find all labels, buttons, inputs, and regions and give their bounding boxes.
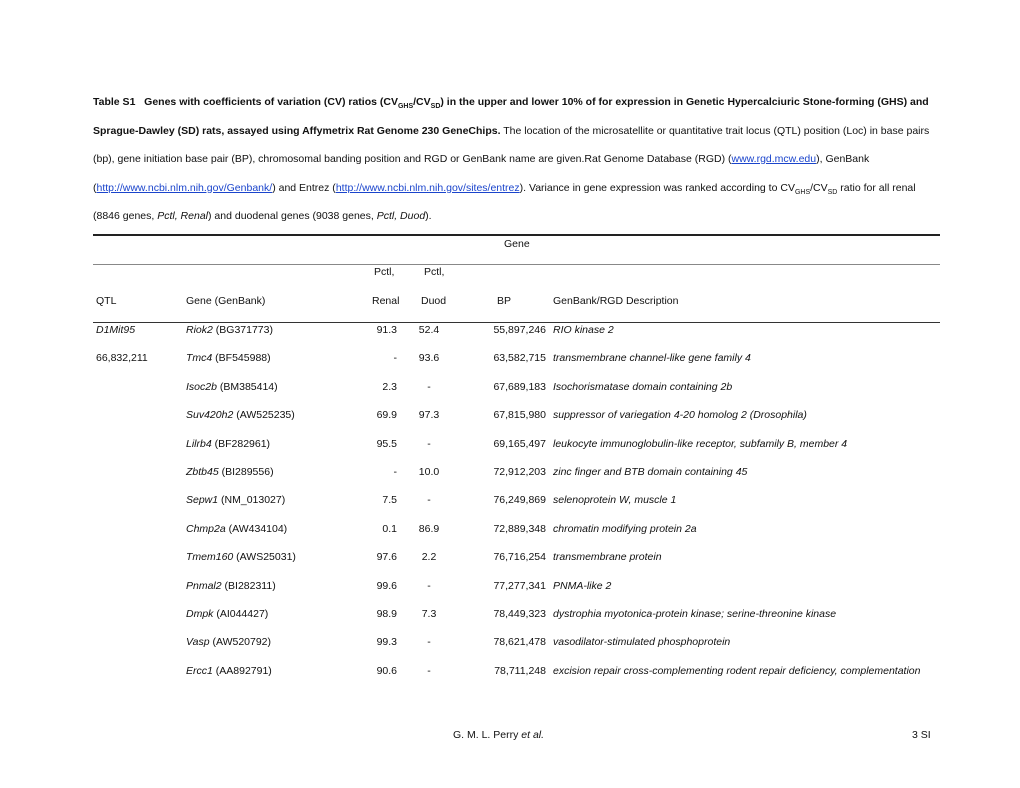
cell-renal-pctl: 95.5: [376, 437, 397, 450]
cell-duod-pctl: 7.3: [421, 608, 437, 620]
caption-italic: Pctl, Renal: [157, 210, 208, 222]
caption-title-part: Genes with coefficients of variation (CV) ratios (CV: [144, 96, 398, 108]
cell-gene: [186, 665, 272, 677]
cell-renal-pctl: 2.3: [382, 380, 397, 393]
cell-description: PNMA-like 2: [553, 579, 612, 592]
cell-renal-pctl: 97.6: [376, 551, 397, 564]
gene-symbol: Chmp2a: [186, 522, 226, 535]
cell-duod-pctl: 10.0: [418, 466, 440, 478]
header-qtl: QTL: [96, 295, 117, 307]
cell-qtl: 66,832,211: [96, 352, 148, 365]
cell-renal-pctl: 91.3: [376, 324, 397, 336]
genbank-accession: (AW525235): [233, 409, 295, 422]
page-number: 3 SI: [912, 729, 931, 741]
header-pctl-duod: Pctl,: [424, 266, 445, 278]
genbank-accession: (BG371773): [212, 324, 273, 336]
footer-authors: [453, 729, 544, 741]
cell-duod-pctl: 2.2: [421, 551, 437, 564]
cell-bp: 76,249,869: [493, 494, 546, 507]
genbank-accession: (NM_013027): [218, 494, 286, 507]
gene-symbol: Zbtb45: [186, 466, 219, 478]
caption-text: ratio for all renal (8846 genes,: [93, 181, 916, 222]
cell-bp: 63,582,715: [493, 352, 546, 365]
cell-gene: [186, 608, 268, 620]
gene-symbol: Riok2: [186, 324, 213, 336]
genbank-accession: (BF545988): [212, 352, 271, 365]
cell-bp: 77,277,341: [493, 579, 546, 592]
header-bottom-rule: [93, 322, 940, 323]
cell-description: transmembrane channel-like gene family 4: [553, 352, 751, 365]
cell-description: dystrophia myotonica-protein kinase; serine-threonine kinase: [553, 608, 837, 620]
cell-duod-pctl: -: [427, 579, 431, 592]
genbank-link[interactable]: http://www.ncbi.nlm.nih.gov/Genbank/: [96, 181, 273, 194]
gene-symbol: Tmc4: [186, 352, 213, 365]
genbank-accession: (BM385414): [216, 380, 278, 393]
cell-description: suppressor of variegation 4-20 homolog 2 (Drosophila): [553, 409, 807, 422]
caption-text: ) and Entrez (: [272, 181, 336, 194]
cell-bp: 69,165,497: [493, 437, 546, 450]
caption-text: ).: [425, 210, 432, 222]
cell-bp: 72,889,348: [493, 522, 546, 535]
cell-gene: [186, 438, 270, 450]
caption-text: ). Variance in gene expression was ranked according to CV: [519, 181, 795, 194]
cell-bp: 78,449,323: [493, 608, 546, 620]
header-divider: [93, 264, 940, 265]
gene-symbol: Ercc1: [186, 664, 213, 677]
cell-description: excision repair cross-complementing rodent repair deficiency, complementation: [553, 664, 921, 677]
cell-gene: [186, 352, 271, 364]
genbank-accession: (AA892791): [212, 664, 272, 677]
cell-description: chromatin modifying protein 2a: [553, 522, 697, 535]
cell-description: zinc finger and BTB domain containing 45: [553, 466, 748, 478]
cell-gene: [186, 494, 285, 506]
caption-label: Table S1: [93, 96, 136, 108]
subscript: SD: [430, 103, 441, 111]
caption-text: /CV: [810, 181, 828, 194]
cell-duod-pctl: -: [427, 437, 431, 450]
cell-duod-pctl: 97.3: [418, 409, 440, 422]
cell-duod-pctl: 93.6: [418, 352, 440, 365]
entrez-link[interactable]: http://www.ncbi.nlm.nih.gov/sites/entrez: [335, 181, 520, 194]
cell-gene: [186, 523, 287, 535]
genbank-accession: (BI282311): [221, 579, 276, 592]
cell-bp: 78,711,248: [494, 664, 546, 677]
genbank-accession: (AW434104): [225, 522, 288, 535]
cell-duod-pctl: 86.9: [418, 522, 440, 535]
cell-description: selenoprotein W, muscle 1: [553, 494, 677, 507]
cell-duod-pctl: -: [427, 664, 431, 677]
cell-bp: 78,621,478: [493, 636, 546, 649]
genbank-accession: (BI289556): [218, 466, 274, 478]
cell-renal-pctl: -: [393, 352, 397, 365]
cell-renal-pctl: 7.5: [382, 494, 397, 507]
cell-duod-pctl: 52.4: [418, 324, 440, 336]
cell-renal-pctl: 0.1: [382, 522, 397, 535]
cell-duod-pctl: -: [427, 494, 431, 507]
cell-bp: 72,912,203: [493, 466, 546, 478]
gene-symbol: Tmem160: [186, 551, 234, 564]
caption-title-part: ) in the upper and lower 10% of for expression in Genetic Hypercalciuric Stone-forming (GHS) and Sprague-Dawley (SD) rats, assayed using Affymetrix Rat Genome 230 GeneChips.: [93, 96, 929, 137]
genbank-accession: (AI044427): [213, 608, 269, 620]
caption-text: The location of the microsatellite or quantitative trait locus (QTL) position (Loc) in base pairs (bp), gene initiation base pair (BP), chromosomal banding position and RGD or GenBank name are given.Rat Genome Database (RGD) (: [93, 124, 930, 165]
cell-gene: [186, 551, 296, 563]
subscript: SD: [827, 188, 838, 196]
subscript: GHS: [794, 188, 811, 196]
header-duod: Duod: [421, 295, 447, 307]
gene-symbol: Sepw1: [186, 494, 219, 507]
rgd-link[interactable]: www.rgd.mcw.edu: [731, 153, 817, 165]
gene-symbol: Pnmal2: [186, 579, 222, 592]
cell-duod-pctl: -: [427, 636, 431, 649]
cell-renal-pctl: 99.3: [376, 636, 397, 649]
header-gene: Gene (GenBank): [186, 295, 266, 307]
cell-gene: [186, 466, 274, 478]
cell-renal-pctl: 99.6: [376, 579, 397, 592]
cell-description: vasodilator-stimulated phosphoprotein: [553, 636, 731, 649]
caption-title-part: /CV: [413, 96, 431, 108]
header-pctl-renal: Pctl,: [374, 266, 395, 278]
cell-bp: 55,897,246: [493, 324, 546, 336]
gene-symbol: Vasp: [186, 636, 210, 649]
cell-gene: [186, 580, 276, 592]
header-bp: BP: [497, 295, 512, 307]
gene-symbol: Lilrb4: [186, 437, 212, 450]
caption-text: ) and duodenal genes (9038 genes,: [208, 210, 377, 222]
header-renal: Renal: [372, 295, 400, 307]
cell-qtl: D1Mit95: [96, 324, 136, 336]
cell-bp: 76,716,254: [493, 551, 546, 564]
table-caption: [93, 88, 939, 231]
cell-description: RIO kinase 2: [553, 324, 614, 336]
cell-gene: [186, 409, 295, 421]
cell-description: Isochorismatase domain containing 2b: [553, 380, 733, 393]
cell-gene: [186, 324, 273, 336]
header-group-gene: Gene: [504, 238, 530, 250]
cell-renal-pctl: 98.9: [376, 608, 397, 620]
cell-bp: 67,815,980: [493, 409, 546, 422]
footer-author-names: G. M. L. Perry: [453, 729, 522, 741]
caption-italic: Pctl, Duod: [376, 210, 426, 222]
table-top-rule: [93, 234, 940, 236]
cell-gene: [186, 381, 278, 393]
footer-etal: et al.: [521, 729, 545, 741]
cell-description: leukocyte immunoglobulin-like receptor, subfamily B, member 4: [553, 437, 848, 450]
cell-renal-pctl: -: [393, 466, 397, 478]
cell-description: transmembrane protein: [553, 551, 662, 564]
header-description: GenBank/RGD Description: [553, 295, 679, 307]
gene-symbol: Dmpk: [186, 608, 214, 620]
cell-bp: 67,689,183: [493, 380, 546, 393]
cell-renal-pctl: 90.6: [376, 664, 397, 677]
genbank-accession: (AW520792): [209, 636, 272, 649]
genbank-accession: (BF282961): [211, 437, 271, 450]
cell-renal-pctl: 69.9: [376, 409, 397, 422]
subscript: GHS: [397, 103, 414, 111]
genbank-accession: (AWS25031): [233, 551, 296, 564]
cell-duod-pctl: -: [427, 380, 431, 393]
gene-symbol: Isoc2b: [186, 380, 217, 393]
cell-gene: [186, 636, 271, 648]
caption-text: ), GenBank (: [93, 153, 870, 194]
gene-symbol: Suv420h2: [186, 409, 234, 422]
